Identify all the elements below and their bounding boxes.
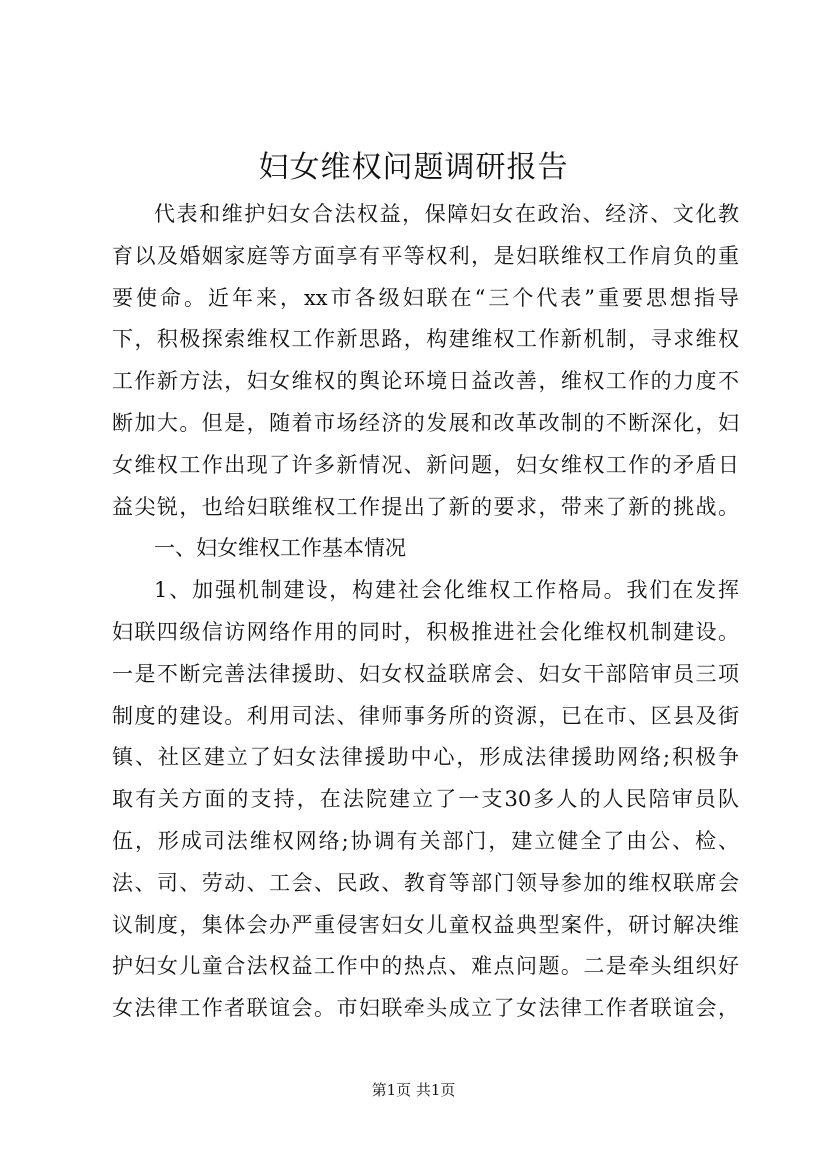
- paragraph-line: 工作新方法，妇女维权的舆论环境日益改善，维权工作的力度不: [112, 369, 739, 394]
- paragraph-line: 下，积极探索维权工作新思路，构建维权工作新机制，寻求维权: [112, 327, 739, 352]
- paragraph-line: 镇、社区建立了妇女法律援助中心，形成法律援助网络;积极争: [112, 745, 739, 770]
- paragraph-line: 断加大。但是，随着市场经济的发展和改革改制的不断深化，妇: [112, 410, 739, 435]
- paragraph-line: 法、司、劳动、工会、民政、教育等部门领导参加的维权联席会: [112, 870, 739, 895]
- paragraph-line: 一是不断完善法律援助、妇女权益联席会、妇女干部陪审员三项: [112, 661, 739, 686]
- paragraph-line: 伍，形成司法维权网络;协调有关部门，建立健全了由公、检、: [112, 828, 739, 853]
- paragraph-line: 育以及婚姻家庭等方面享有平等权利，是妇联维权工作肩负的重: [112, 243, 739, 268]
- paragraph-line: 妇联四级信访网络作用的同时，积极推进社会化维权机制建设。: [112, 619, 739, 644]
- paragraph-line: 代表和维护妇女合法权益，保障妇女在政治、经济、文化教: [154, 202, 739, 226]
- paragraph-line: 取有关方面的支持，在法院建立了一支30多人的人民陪审员队: [112, 787, 739, 812]
- paragraph-line: 护妇女儿童合法权益工作中的热点、难点问题。二是牵头组织好: [112, 954, 739, 979]
- document-body: [112, 194, 739, 1030]
- page-number-footer: 第1页 共1页: [371, 1081, 456, 1099]
- paragraph-line: 女法律工作者联谊会。市妇联牵头成立了女法律工作者联谊会，: [112, 996, 739, 1021]
- paragraph-line: 女维权工作出现了许多新情况、新问题，妇女维权工作的矛盾日: [112, 452, 739, 477]
- paragraph-line: 议制度，集体会办严重侵害妇女儿童权益典型案件，研讨解决维: [112, 912, 739, 937]
- paragraph-line: 益尖锐，也给妇联维权工作提出了新的要求，带来了新的挑战。: [112, 494, 739, 519]
- paragraph-line: 1、加强机制建设，构建社会化维权工作格局。我们在发挥: [154, 578, 739, 603]
- paragraph-line: 要使命。近年来，xx市各级妇联在“三个代表”重要思想指导: [112, 285, 739, 310]
- paragraph-line: 制度的建设。利用司法、律师事务所的资源，已在市、区县及街: [112, 703, 739, 728]
- section-heading: 一、妇女维权工作基本情况: [154, 536, 406, 561]
- document-title: 妇女维权问题调研报告: [258, 150, 569, 185]
